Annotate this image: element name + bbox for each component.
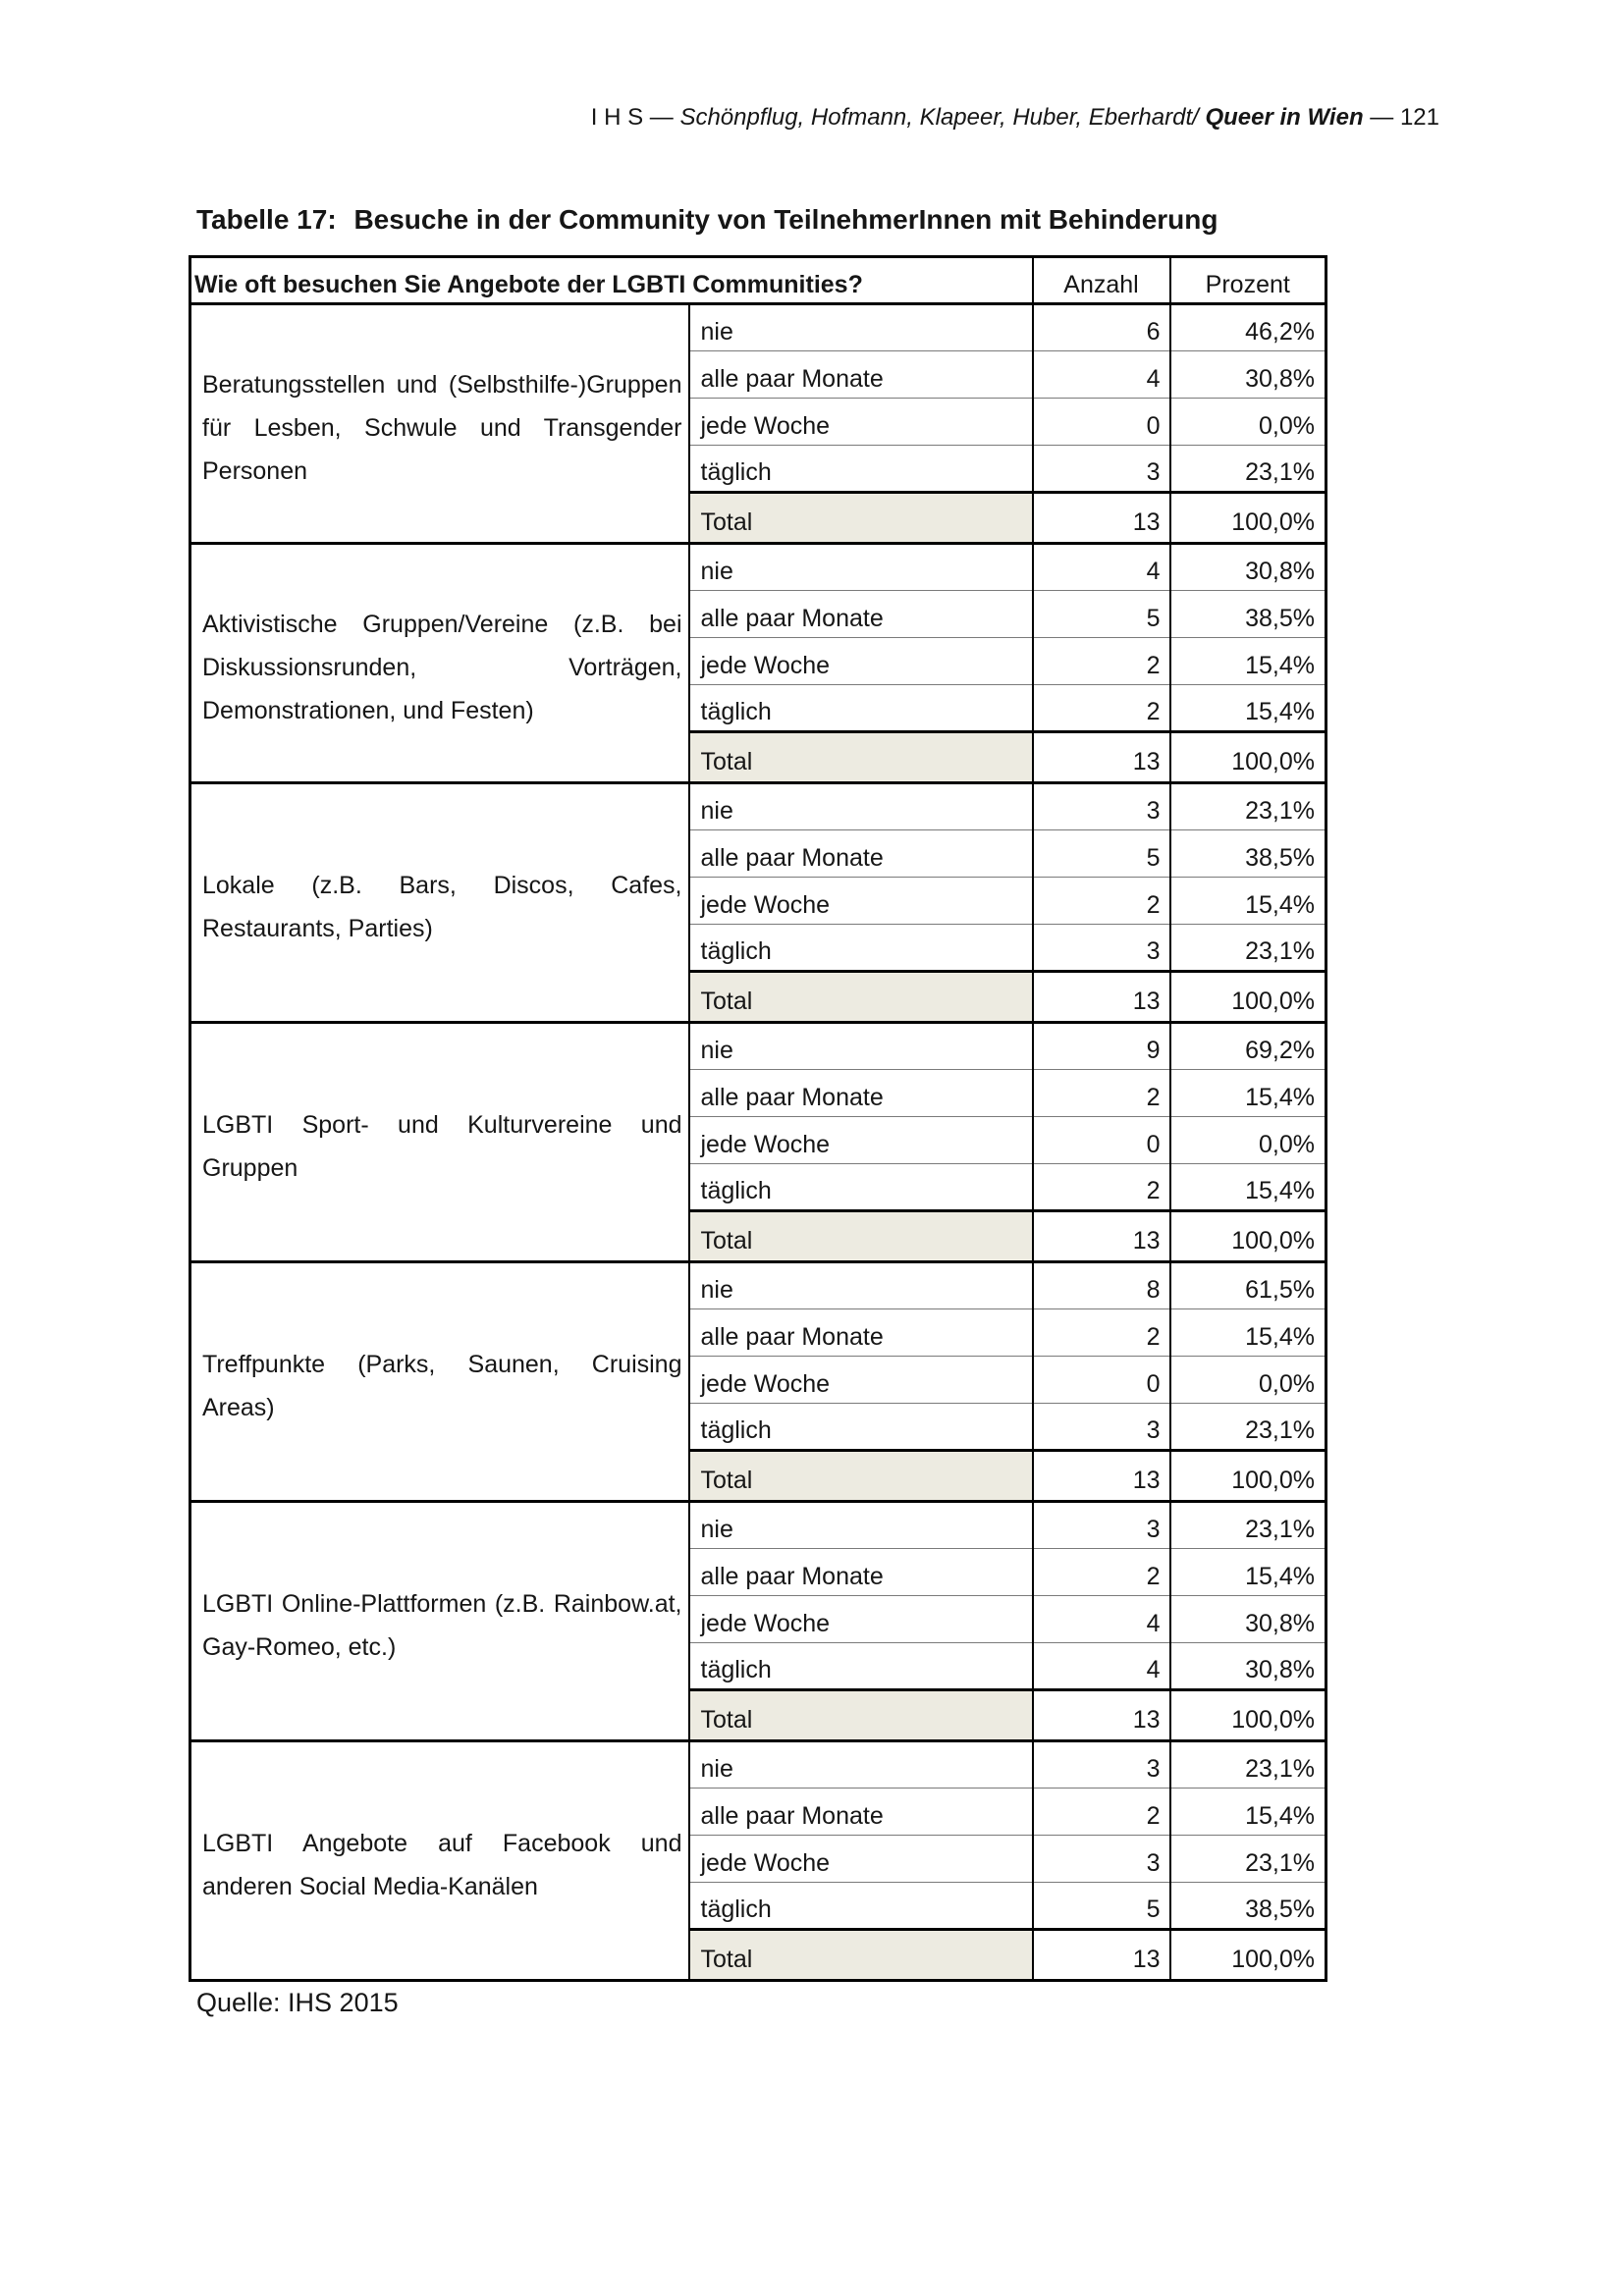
count-cell: 5 [1033,591,1170,638]
count-cell: 2 [1033,1549,1170,1596]
answer-row [190,544,1326,591]
percent-cell: 0,0% [1170,399,1326,446]
group-label-line: für Lesben, Schwule und Transgender [202,413,682,442]
count-cell: 4 [1033,544,1170,591]
count-cell: 13 [1033,732,1170,783]
group-label-cell [190,304,689,544]
percent-cell: 100,0% [1170,493,1326,544]
percent-cell: 23,1% [1170,1741,1326,1789]
answer-row [190,304,1326,351]
percent-cell: 23,1% [1170,1404,1326,1451]
running-header-prefix: I H S — [590,104,674,131]
table-caption-text: Besuche in der Community von TeilnehmerInnen mit Behinderung [353,204,1218,235]
source-note: Quelle: IHS 2015 [196,1988,399,2017]
answer-row [190,1502,1326,1549]
answer-cell: täglich [689,1643,1033,1690]
answer-row [190,1262,1326,1309]
group-label-line: Gruppen [202,1153,298,1182]
count-cell: 4 [1033,351,1170,399]
count-cell: 3 [1033,783,1170,830]
group-label-line: LGBTI Sport- und Kulturvereine und [202,1110,682,1139]
answer-cell: jede Woche [689,1117,1033,1164]
answer-cell: alle paar Monate [689,1789,1033,1836]
answer-cell: alle paar Monate [689,1309,1033,1357]
percent-cell: 100,0% [1170,1930,1326,1981]
answer-cell: nie [689,1262,1033,1309]
group-label-line: Personen [202,456,308,485]
answer-row [190,1741,1326,1789]
group-label-line: Gay-Romeo, etc.) [202,1632,397,1661]
answer-row [190,1023,1326,1070]
percent-cell: 61,5% [1170,1262,1326,1309]
percent-cell: 46,2% [1170,304,1326,351]
running-header [591,103,1439,133]
group-label-line: LGBTI Online-Plattformen (z.B. Rainbow.at, [202,1589,682,1618]
group-label-line: Lokale (z.B. Bars, Discos, Cafes, [202,871,682,899]
percent-cell: 23,1% [1170,1836,1326,1883]
answer-cell: alle paar Monate [689,351,1033,399]
count-cell: 13 [1033,1451,1170,1502]
count-cell: 2 [1033,1164,1170,1211]
table-body [190,304,1326,1981]
percent-cell: 100,0% [1170,972,1326,1023]
percent-cell: 30,8% [1170,1596,1326,1643]
answer-cell: täglich [689,1164,1033,1211]
group-label-line: anderen Social Media-Kanälen [202,1872,538,1900]
percent-cell: 30,8% [1170,1643,1326,1690]
total-label-cell: Total [689,972,1033,1023]
count-cell: 13 [1033,1690,1170,1741]
group-label-line: Demonstrationen, und Festen) [202,696,534,724]
answer-cell: täglich [689,925,1033,972]
percent-cell: 15,4% [1170,1164,1326,1211]
count-cell: 0 [1033,1117,1170,1164]
count-cell: 4 [1033,1643,1170,1690]
answer-cell: nie [689,1023,1033,1070]
group-label-line: Diskussionsrunden, Vorträgen, [202,653,682,681]
answer-cell: nie [689,544,1033,591]
group-label-cell [190,1502,689,1741]
percent-cell: 69,2% [1170,1023,1326,1070]
answer-cell: nie [689,1741,1033,1789]
answer-cell: jede Woche [689,1357,1033,1404]
count-cell: 3 [1033,1836,1170,1883]
group-label-line: Aktivistische Gruppen/Vereine (z.B. bei [202,610,682,638]
table-container [189,255,1325,2017]
count-cell: 3 [1033,1404,1170,1451]
count-cell: 2 [1033,878,1170,925]
count-cell: 2 [1033,1070,1170,1117]
count-cell: 13 [1033,493,1170,544]
count-cell: 0 [1033,1357,1170,1404]
group-label-line: Beratungsstellen und (Selbsthilfe-)Gruppen [202,370,682,399]
group-label-cell [190,1262,689,1502]
percent-cell: 15,4% [1170,1309,1326,1357]
count-cell: 3 [1033,446,1170,493]
answer-cell: alle paar Monate [689,1549,1033,1596]
count-cell: 2 [1033,1309,1170,1357]
percent-cell: 0,0% [1170,1357,1326,1404]
count-cell: 0 [1033,399,1170,446]
answer-cell: nie [689,304,1033,351]
count-cell: 5 [1033,1883,1170,1930]
percent-cell: 100,0% [1170,1690,1326,1741]
percent-cell: 30,8% [1170,351,1326,399]
answer-cell: jede Woche [689,638,1033,685]
answer-cell: jede Woche [689,399,1033,446]
percent-cell: 38,5% [1170,1883,1326,1930]
answer-cell: jede Woche [689,878,1033,925]
count-cell: 3 [1033,925,1170,972]
answer-cell: jede Woche [689,1836,1033,1883]
percent-cell: 0,0% [1170,1117,1326,1164]
percent-cell: 100,0% [1170,1451,1326,1502]
count-cell: 2 [1033,1789,1170,1836]
total-label-cell: Total [689,493,1033,544]
percent-cell: 100,0% [1170,1211,1326,1262]
percent-cell: 23,1% [1170,783,1326,830]
group-label-cell [190,1741,689,1981]
count-cell: 6 [1033,304,1170,351]
count-cell: 9 [1033,1023,1170,1070]
table-caption [196,203,1218,237]
running-header-title: Queer in Wien [1205,104,1364,131]
percent-cell: 23,1% [1170,1502,1326,1549]
percent-cell: 15,4% [1170,685,1326,732]
page-number: — 121 [1370,104,1439,131]
count-cell: 5 [1033,830,1170,878]
answer-cell: täglich [689,446,1033,493]
percent-cell: 23,1% [1170,446,1326,493]
question-header: Wie oft besuchen Sie Angebote der LGBTI Communities? [190,257,1033,304]
answer-row [190,783,1326,830]
group-label-cell [190,1023,689,1262]
count-cell: 4 [1033,1596,1170,1643]
count-cell: 3 [1033,1502,1170,1549]
total-label-cell: Total [689,1690,1033,1741]
group-label-line: Treffpunkte (Parks, Saunen, Cruising [202,1350,682,1378]
percent-cell: 15,4% [1170,878,1326,925]
percent-cell: 38,5% [1170,830,1326,878]
percent-cell: 15,4% [1170,1070,1326,1117]
count-cell: 13 [1033,1211,1170,1262]
count-header: Anzahl [1033,257,1170,304]
count-cell: 13 [1033,972,1170,1023]
answer-cell: alle paar Monate [689,1070,1033,1117]
table-caption-label: Tabelle 17: [196,204,337,235]
total-label-cell: Total [689,1451,1033,1502]
answer-cell: täglich [689,1883,1033,1930]
percent-cell: 15,4% [1170,1549,1326,1596]
percent-header: Prozent [1170,257,1326,304]
answer-cell: alle paar Monate [689,591,1033,638]
total-label-cell: Total [689,732,1033,783]
count-cell: 3 [1033,1741,1170,1789]
answer-cell: alle paar Monate [689,830,1033,878]
community-visits-table [189,255,1327,1982]
group-label-cell [190,783,689,1023]
group-label-line: Areas) [202,1393,275,1421]
group-label-line: Restaurants, Parties) [202,914,433,942]
answer-cell: nie [689,783,1033,830]
percent-cell: 15,4% [1170,1789,1326,1836]
total-label-cell: Total [689,1930,1033,1981]
group-label-cell [190,544,689,783]
percent-cell: 15,4% [1170,638,1326,685]
answer-cell: jede Woche [689,1596,1033,1643]
count-cell: 2 [1033,685,1170,732]
total-label-cell: Total [689,1211,1033,1262]
answer-cell: täglich [689,1404,1033,1451]
percent-cell: 100,0% [1170,732,1326,783]
count-cell: 2 [1033,638,1170,685]
percent-cell: 30,8% [1170,544,1326,591]
answer-cell: nie [689,1502,1033,1549]
table-header-row [190,257,1326,304]
percent-cell: 38,5% [1170,591,1326,638]
group-label-line: LGBTI Angebote auf Facebook und [202,1829,682,1857]
count-cell: 8 [1033,1262,1170,1309]
count-cell: 13 [1033,1930,1170,1981]
answer-cell: täglich [689,685,1033,732]
running-header-authors: Schönpflug, Hofmann, Klapeer, Huber, Eberhardt/ [679,104,1199,131]
percent-cell: 23,1% [1170,925,1326,972]
